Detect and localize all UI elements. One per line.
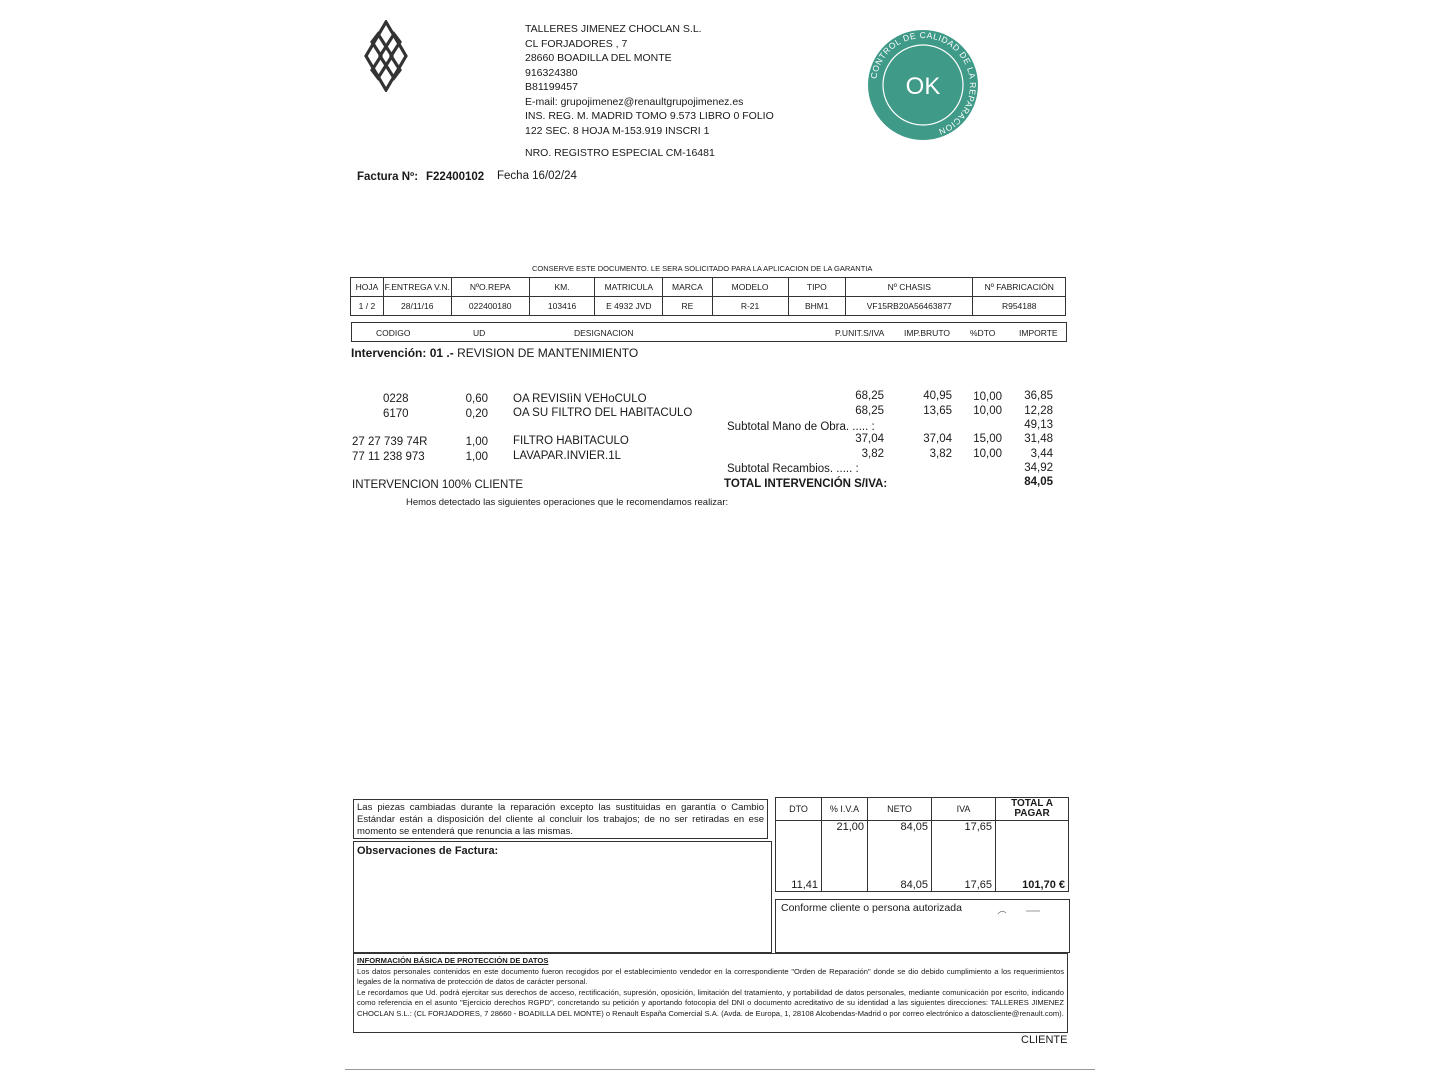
- totals-header-row: [776, 798, 1069, 821]
- company-name: TALLERES JIMENEZ CHOCLAN S.L.: [525, 23, 702, 35]
- vehicle-value: R954188: [973, 297, 1066, 316]
- vehicle-value: 103416: [529, 297, 595, 316]
- invoice-number: F22400102: [426, 171, 485, 183]
- quality-seal: [866, 28, 980, 142]
- company-info: [525, 22, 774, 161]
- totals-header-dto: DTO: [776, 798, 822, 821]
- company-phone: 916324380: [525, 66, 578, 79]
- subtotal-parts-label: Subtotal Recambios. ..... :: [727, 463, 859, 475]
- vehicle-value: 022400180: [451, 297, 529, 316]
- vehicle-header: TIPO: [788, 278, 846, 297]
- observations-box: [353, 841, 772, 953]
- vehicle-value: E 4932 JVD: [595, 297, 663, 316]
- vehicle-value: 1 / 2: [351, 297, 384, 316]
- seal-ring-text: CONTROL DE CALIDAD DE LA REPARACION: [868, 29, 979, 138]
- vehicle-value: VF15RB20A56463877: [846, 297, 973, 316]
- vehicle-header: MODELO: [712, 278, 788, 297]
- line-code: 77 11 238 973: [352, 451, 425, 463]
- vehicle-value-row: [351, 297, 1066, 316]
- col-impbruto: IMP.BRUTO: [904, 328, 950, 338]
- line-amount: 3,44: [1030, 448, 1053, 460]
- line-code: 6170: [383, 408, 409, 420]
- line-amount: 12,28: [1024, 405, 1053, 417]
- company-email: E-mail: grupojimenez@renaultgrupojimenez.es: [525, 95, 744, 108]
- line-unit: 3,82: [861, 448, 884, 460]
- totals-row1-neto: 84,05: [868, 821, 932, 874]
- privacy-paragraph-2: Le recordamos que Ud. podrá ejercitar sus derechos de acceso, rectificación, supresión, oposición, limitación del tratamiento, y portabilidad de datos personales, mediante comunicación por escrito, indicando como referencia en el asunto "Ejercicio derechos RGPD", concretando su petición y aportando fotocopia del DNI o documento acreditativo de su identidad a las siguientes direcciones: TALLERES JIMENEZ CHOCLAN S.L.: (CL FORJADORES, 7 28660 - BOADILLA DEL MONTE) o Renault España Comercial S.A. (Avda. de Europa, 1, 28108 Alcobendas-Madrid o por correo electrónico a datoscliente@renault.com).: [357, 987, 1064, 1018]
- signature-box: [775, 899, 1070, 953]
- company-tax-id: B81199457: [525, 81, 578, 93]
- totals-header-total: TOTAL A PAGAR: [996, 798, 1069, 821]
- company-city: 28660 BOADILLA DEL MONTE: [525, 52, 672, 64]
- line-amount: 31,48: [1024, 433, 1053, 445]
- line-desc: OA REVISIìN VEHoCULO: [513, 393, 647, 405]
- line-ud: 0,60: [465, 393, 488, 405]
- intervention-title: REVISION DE MANTENIMIENTO: [457, 346, 639, 360]
- subtotal-labor-value: 49,13: [1024, 419, 1053, 431]
- vehicle-value: RE: [663, 297, 712, 316]
- footer-rule: [345, 1069, 1095, 1070]
- privacy-title: INFORMACIÓN BÁSICA DE PROTECCIÓN DE DATOS: [357, 956, 549, 965]
- intervention-heading: [351, 346, 638, 360]
- line-column-headers: [351, 322, 1067, 342]
- totals-row2-iva: 17,65: [932, 873, 996, 892]
- company-registry-2: 122 SEC. 8 HOJA M-153.919 INSCRI 1: [525, 124, 710, 137]
- company-registry-1: INS. REG. M. MADRID TOMO 9.573 LIBRO 0 FOLIO: [525, 110, 774, 122]
- line-gross: 3,82: [929, 448, 952, 460]
- col-punit: P.UNIT.S/IVA: [835, 328, 885, 338]
- totals-sum-row: [776, 873, 1069, 892]
- totals-header-iva: IVA: [932, 798, 996, 821]
- totals-row1-dto: [776, 821, 822, 874]
- intervention-number: 01 .-: [429, 346, 454, 360]
- copy-label: CLIENTE: [1021, 1034, 1068, 1046]
- vehicle-header: Nº CHASIS: [846, 278, 973, 297]
- vehicle-header: MARCA: [663, 278, 712, 297]
- vehicle-header: Nº FABRICACIÓN: [973, 278, 1066, 297]
- signature-scribble: [996, 908, 1046, 916]
- intervention-total-label: TOTAL INTERVENCIÓN S/IVA:: [724, 478, 888, 490]
- col-designacion: DESIGNACION: [574, 328, 634, 338]
- vehicle-table: [350, 277, 1066, 316]
- totals-row1-total: [996, 821, 1069, 874]
- totals-header-iva-pct: % I.V.A: [822, 798, 868, 821]
- vehicle-header: NºO.REPA: [451, 278, 529, 297]
- intervention-client-note: INTERVENCION 100% CLIENTE: [352, 479, 524, 491]
- privacy-paragraph-1: Los datos personales contenidos en este documento fueron recogidos por el establecimiento vendedor en la correspondiente "Orden de Reparación" donde se dio debido cumplimiento a los requerimientos legales de la normativa de protección de datos de carácter personal.: [357, 966, 1064, 986]
- totals-row2-total: 101,70 €: [996, 873, 1069, 892]
- line-amount: 36,85: [1024, 390, 1053, 402]
- line-gross: 37,04: [923, 433, 952, 445]
- line-code: 0228: [383, 393, 409, 405]
- vehicle-value: R-21: [712, 297, 788, 316]
- totals-row2-dto: 11,41: [776, 873, 822, 892]
- observations-label: Observaciones de Factura:: [357, 845, 499, 857]
- data-protection-info: [353, 953, 1068, 1033]
- warranty-note: CONSERVE ESTE DOCUMENTO. LE SERA SOLICITADO PARA LA APLICACION DE LA GARANTIA: [532, 264, 873, 273]
- line-gross: 40,95: [923, 390, 952, 402]
- recommendation-note: Hemos detectado las siguientes operaciones que le recomendamos realizar:: [406, 497, 729, 508]
- vehicle-header: MATRICULA: [595, 278, 663, 297]
- totals-row1-iva-pct: 21,00: [822, 821, 868, 874]
- line-dto: 10,00: [973, 391, 1002, 403]
- vehicle-header: KM.: [529, 278, 595, 297]
- line-unit: 68,25: [855, 405, 884, 417]
- signature-label: Conforme cliente o persona autorizada: [781, 902, 962, 914]
- totals-table: [775, 797, 1069, 892]
- vehicle-header: F.ENTREGA V.N.: [383, 278, 451, 297]
- line-ud: 0,20: [465, 408, 488, 420]
- company-address: CL FORJADORES , 7: [525, 37, 628, 50]
- intervention-total-value: 84,05: [1024, 476, 1053, 488]
- invoice-date: Fecha 16/02/24: [497, 170, 577, 182]
- line-dto: 15,00: [973, 433, 1002, 445]
- subtotal-parts-value: 34,92: [1024, 462, 1053, 474]
- line-dto: 10,00: [973, 448, 1002, 460]
- col-ud: UD: [473, 328, 486, 338]
- vehicle-header: HOJA: [351, 278, 384, 297]
- line-code: 27 27 739 74R: [352, 436, 428, 448]
- line-dto: 10,00: [973, 405, 1002, 417]
- col-codigo: CODIGO: [376, 328, 411, 338]
- totals-row2-neto: 84,05: [868, 873, 932, 892]
- parts-disposal-note: Las piezas cambiadas durante la reparación excepto las sustituidas en garantía o Cambio Estándar están a disposición del cliente al concluir los trabajos; de no ser retiradas en ese momento se entenderá que renuncia a las mismas.: [353, 799, 768, 839]
- invoice-label: Factura Nº:: [357, 171, 419, 183]
- seal-ok-text: OK: [905, 73, 941, 100]
- totals-row1-iva: 17,65: [932, 821, 996, 874]
- subtotal-labor-label: Subtotal Mano de Obra. ..... :: [727, 421, 875, 433]
- totals-header-neto: NETO: [868, 798, 932, 821]
- renault-logo: [358, 20, 414, 92]
- line-gross: 13,65: [923, 405, 952, 417]
- line-ud: 1,00: [465, 451, 488, 463]
- col-dto: %DTO: [970, 328, 996, 338]
- line-desc: OA SU FILTRO DEL HABITACULO: [513, 407, 693, 419]
- totals-tax-row: [776, 821, 1069, 874]
- col-importe: IMPORTE: [1019, 328, 1058, 338]
- line-desc: LAVAPAR.INVIER.1L: [513, 450, 622, 462]
- vehicle-value: 28/11/16: [383, 297, 451, 316]
- vehicle-value: BHM1: [788, 297, 846, 316]
- company-special-registry: NRO. REGISTRO ESPECIAL CM-16481: [525, 147, 715, 159]
- vehicle-header-row: [351, 278, 1066, 297]
- line-unit: 37,04: [855, 433, 884, 445]
- line-unit: 68,25: [855, 390, 884, 402]
- line-desc: FILTRO HABITACULO: [513, 435, 629, 447]
- totals-row2-iva-pct: [822, 873, 868, 892]
- intervention-label: Intervención:: [351, 346, 427, 360]
- line-ud: 1,00: [465, 436, 488, 448]
